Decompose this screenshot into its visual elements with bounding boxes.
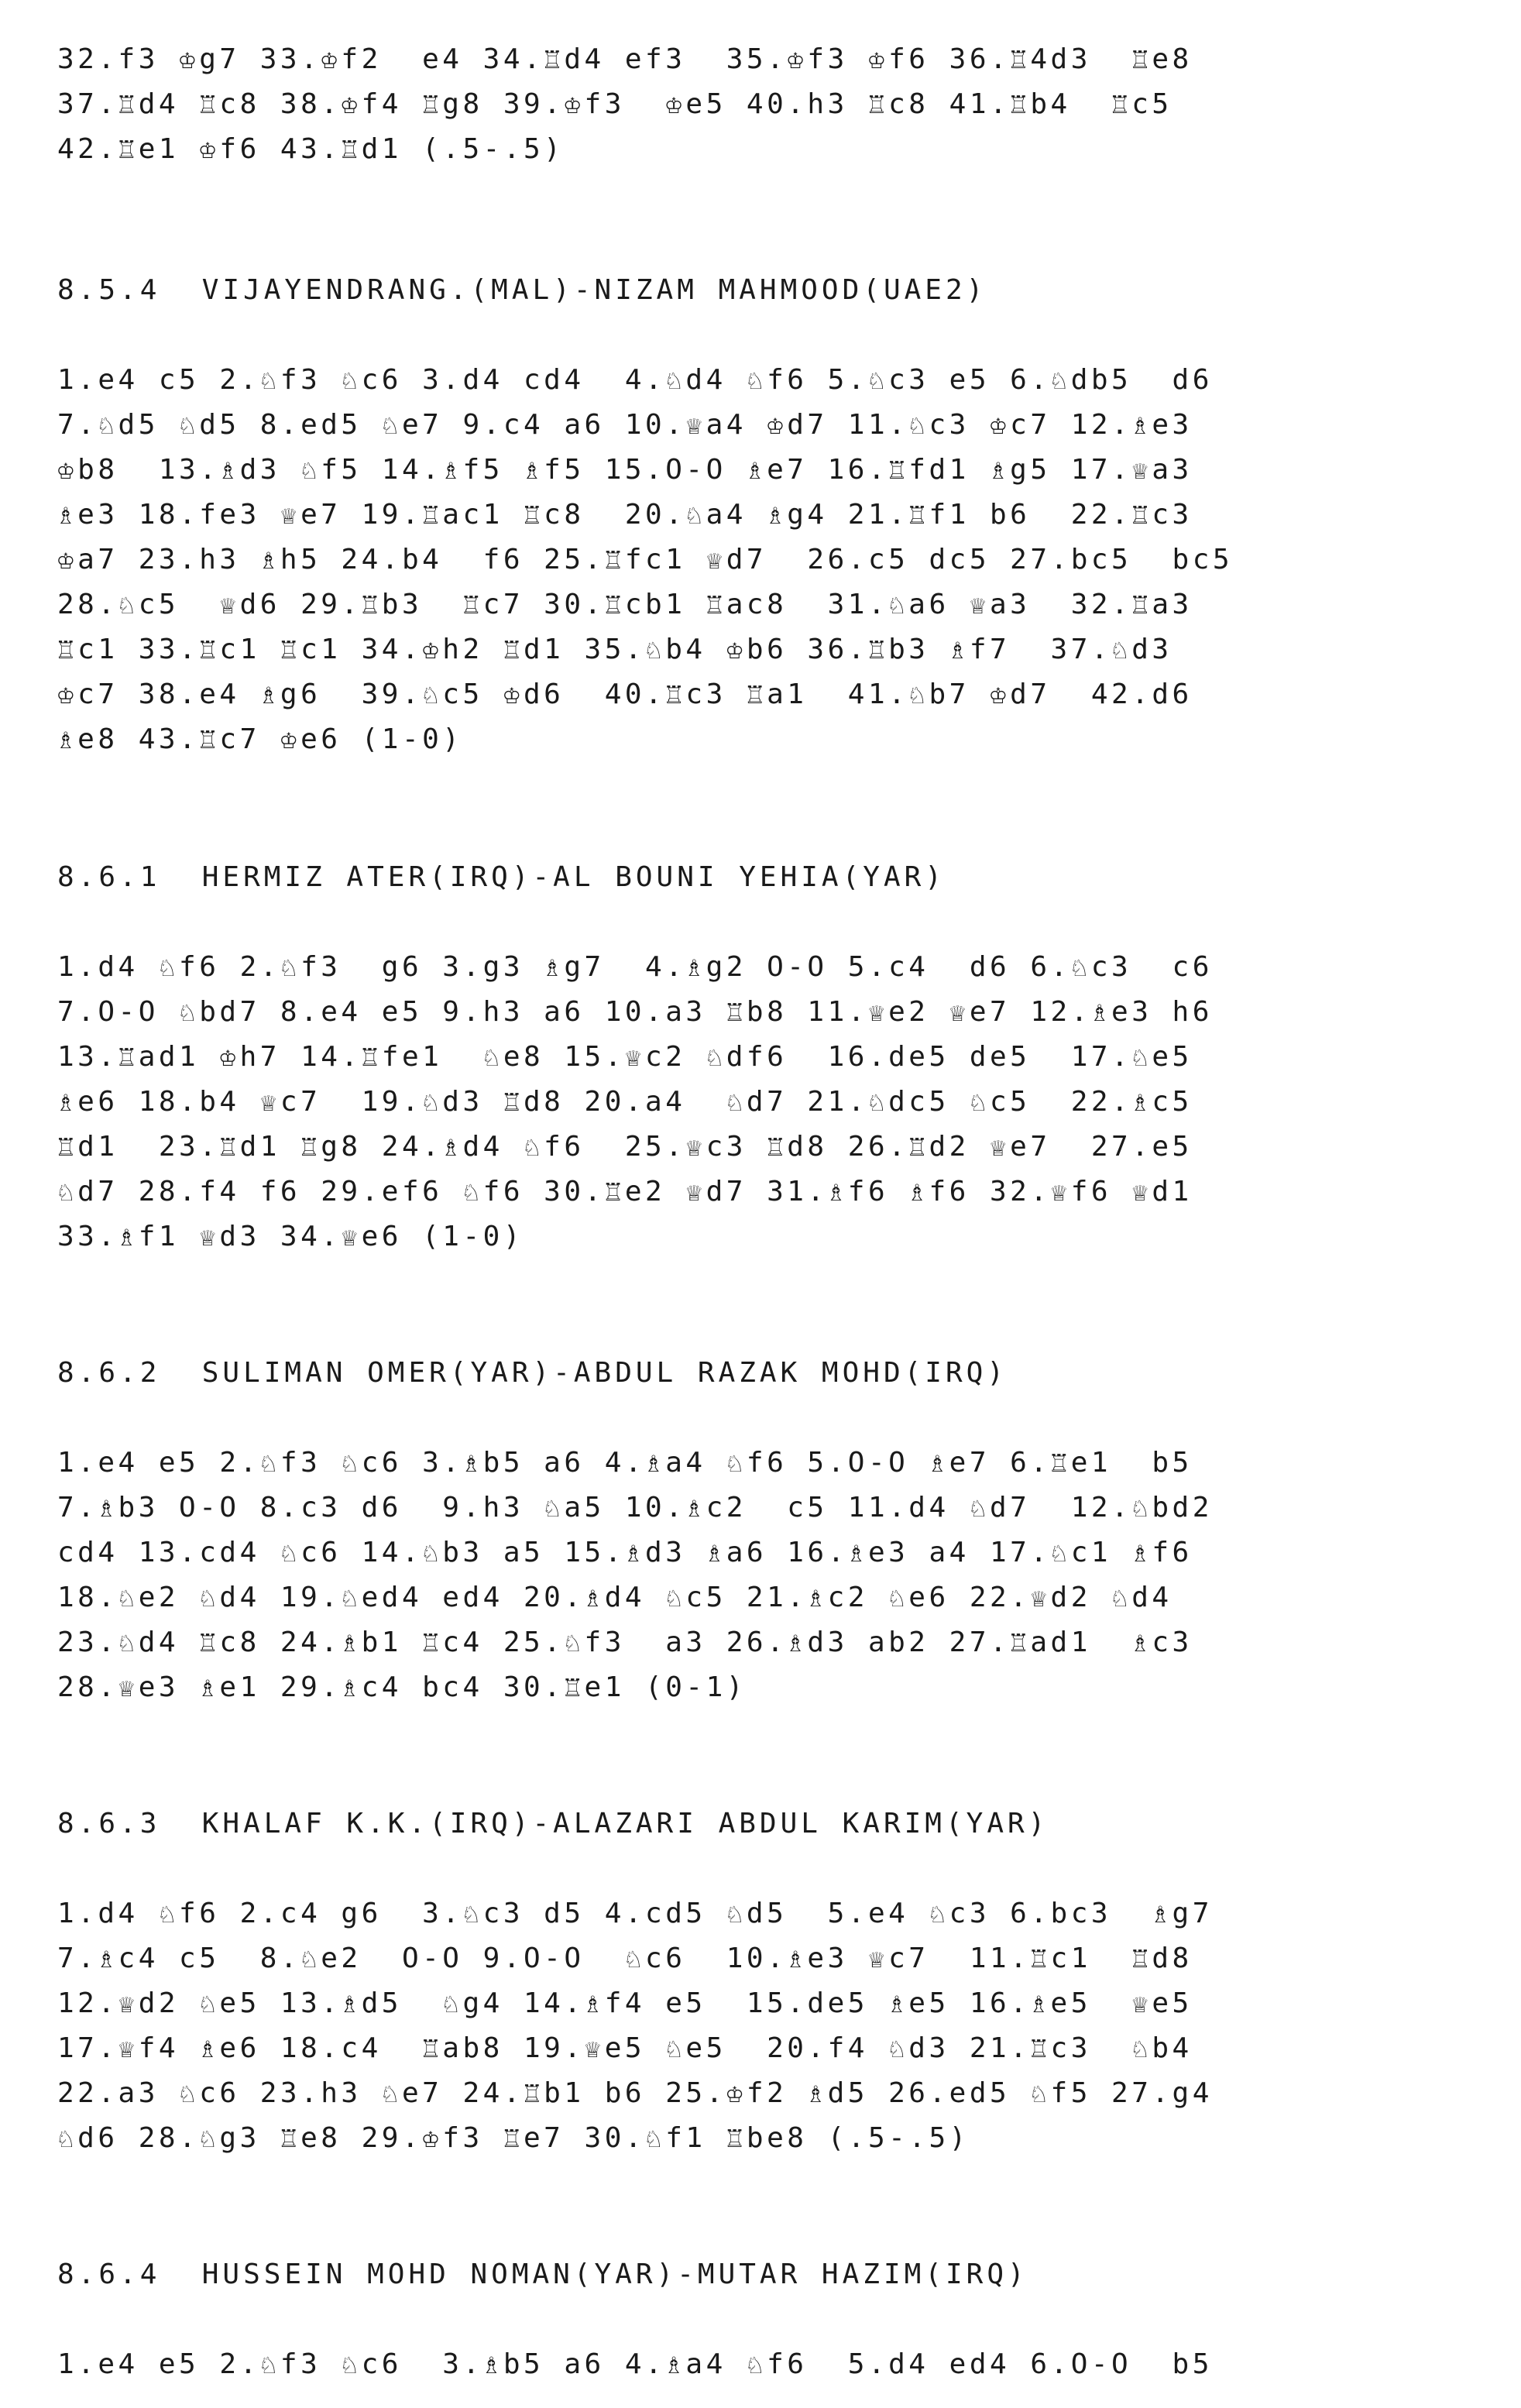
move-line: ♗e6 18.b4 ♕c7 19.♘d3 ♖d8 20.a4 ♘d7 21.♘dc5 ♘c5 22.♗c5 (57, 1086, 1193, 1118)
move-line: 17.♕f4 ♗e6 18.c4 ♖ab8 19.♕e5 ♘e5 20.f4 ♘d3 21.♖c3 ♘b4 (57, 2032, 1193, 2064)
move-line: 42.♖e1 ♔f6 43.♖d1 (.5-.5) (57, 133, 565, 165)
move-line: 18.♘e2 ♘d4 19.♘ed4 ed4 20.♗d4 ♘c5 21.♗c2 ♘e6 22.♕d2 ♘d4 (57, 1582, 1173, 1613)
move-line: ♖d1 23.♖d1 ♖g8 24.♗d4 ♘f6 25.♕c3 ♖d8 26.♖d2 ♕e7 27.e5 (57, 1131, 1193, 1163)
move-line: 1.e4 e5 2.♘f3 ♘c6 3.♗b5 a6 4.♗a4 ♘f6 5.O-O ♗e7 6.♖e1 b5 (57, 1447, 1193, 1479)
game-heading: 8.6.2 SULIMAN OMER(YAR)-ABDUL RAZAK MOHD(IRQ) (57, 1357, 1008, 1389)
move-line: ♗e3 18.fe3 ♕e7 19.♖ac1 ♖c8 20.♘a4 ♗g4 21.♖f1 b6 22.♖c3 (57, 499, 1193, 531)
move-line: 7.O-O ♘bd7 8.e4 e5 9.h3 a6 10.a3 ♖b8 11.♕e2 ♕e7 12.♗e3 h6 (57, 996, 1213, 1028)
move-line: ♔b8 13.♗d3 ♘f5 14.♗f5 ♗f5 15.O-O ♗e7 16.♖fd1 ♗g5 17.♕a3 (57, 454, 1193, 486)
move-line: 1.e4 e5 2.♘f3 ♘c6 3.♗b5 a6 4.♗a4 ♘f6 5.d4 ed4 6.O-O b5 (57, 2348, 1213, 2380)
move-line: ♘d6 28.♘g3 ♖e8 29.♔f3 ♖e7 30.♘f1 ♖be8 (.5-.5) (57, 2122, 970, 2154)
game-heading: 8.5.4 VIJAYENDRANG.(MAL)-NIZAM MAHMOOD(UAE2) (57, 274, 987, 306)
move-line: ♖c1 33.♖c1 ♖c1 34.♔h2 ♖d1 35.♘b4 ♔b6 36.♖b3 ♗f7 37.♘d3 (57, 634, 1173, 665)
move-line: 32.f3 ♔g7 33.♔f2 e4 34.♖d4 ef3 35.♔f3 ♔f6 36.♖4d3 ♖e8 (57, 43, 1193, 75)
game-heading: 8.6.4 HUSSEIN MOHD NOMAN(YAR)-MUTAR HAZIM(IRQ) (57, 2259, 1028, 2290)
game-heading: 8.6.1 HERMIZ ATER(IRQ)-AL BOUNI YEHIA(YAR) (57, 861, 946, 893)
move-line: 37.♖d4 ♖c8 38.♔f4 ♖g8 39.♔f3 ♔e5 40.h3 ♖c8 41.♖b4 ♖c5 (57, 88, 1173, 120)
move-line: 1.d4 ♘f6 2.♘f3 g6 3.g3 ♗g7 4.♗g2 O-O 5.c4 d6 6.♘c3 c6 (57, 951, 1213, 983)
move-line: 7.♗c4 c5 8.♘e2 O-O 9.O-O ♘c6 10.♗e3 ♕c7 11.♖c1 ♖d8 (57, 1943, 1193, 1974)
move-line: ♘d7 28.f4 f6 29.ef6 ♘f6 30.♖e2 ♕d7 31.♗f6 ♗f6 32.♕f6 ♕d1 (57, 1176, 1193, 1207)
move-line: ♔a7 23.h3 ♗h5 24.b4 f6 25.♖fc1 ♕d7 26.c5 dc5 27.bc5 bc5 (57, 544, 1234, 575)
move-line: 7.♗b3 O-O 8.c3 d6 9.h3 ♘a5 10.♗c2 c5 11.d4 ♘d7 12.♘bd2 (57, 1492, 1213, 1523)
game-heading: 8.6.3 KHALAF K.K.(IRQ)-ALAZARI ABDUL KARIM(YAR) (57, 1808, 1049, 1839)
move-line: 1.e4 c5 2.♘f3 ♘c6 3.d4 cd4 4.♘d4 ♘f6 5.♘c3 e5 6.♘db5 d6 (57, 364, 1213, 396)
move-line: 22.a3 ♘c6 23.h3 ♘e7 24.♖b1 b6 25.♔f2 ♗d5 26.ed5 ♘f5 27.g4 (57, 2077, 1213, 2109)
move-line: 28.♕e3 ♗e1 29.♗c4 bc4 30.♖e1 (0-1) (57, 1671, 747, 1703)
move-line: 7.♘d5 ♘d5 8.ed5 ♘e7 9.c4 a6 10.♕a4 ♔d7 11.♘c3 ♔c7 12.♗e3 (57, 409, 1193, 441)
move-line: cd4 13.cd4 ♘c6 14.♘b3 a5 15.♗d3 ♗a6 16.♗e3 a4 17.♘c1 ♗f6 (57, 1537, 1193, 1568)
move-line: 23.♘d4 ♖c8 24.♗b1 ♖c4 25.♘f3 a3 26.♗d3 ab2 27.♖ad1 ♗c3 (57, 1627, 1193, 1658)
move-line: ♔c7 38.e4 ♗g6 39.♘c5 ♔d6 40.♖c3 ♖a1 41.♘b7 ♔d7 42.d6 (57, 678, 1193, 710)
move-line: 33.♗f1 ♕d3 34.♕e6 (1-0) (57, 1221, 524, 1252)
move-line: 12.♕d2 ♘e5 13.♗d5 ♘g4 14.♗f4 e5 15.de5 ♗e5 16.♗e5 ♕e5 (57, 1987, 1193, 2019)
move-line: 28.♘c5 ♕d6 29.♖b3 ♖c7 30.♖cb1 ♖ac8 31.♘a6 ♕a3 32.♖a3 (57, 589, 1193, 620)
move-line: 13.♖ad1 ♔h7 14.♖fe1 ♘e8 15.♕c2 ♘df6 16.de5 de5 17.♘e5 (57, 1041, 1193, 1073)
move-line: 1.d4 ♘f6 2.c4 g6 3.♘c3 d5 4.cd5 ♘d5 5.e4 ♘c3 6.bc3 ♗g7 (57, 1898, 1213, 1929)
move-line: ♗e8 43.♖c7 ♔e6 (1-0) (57, 723, 463, 755)
